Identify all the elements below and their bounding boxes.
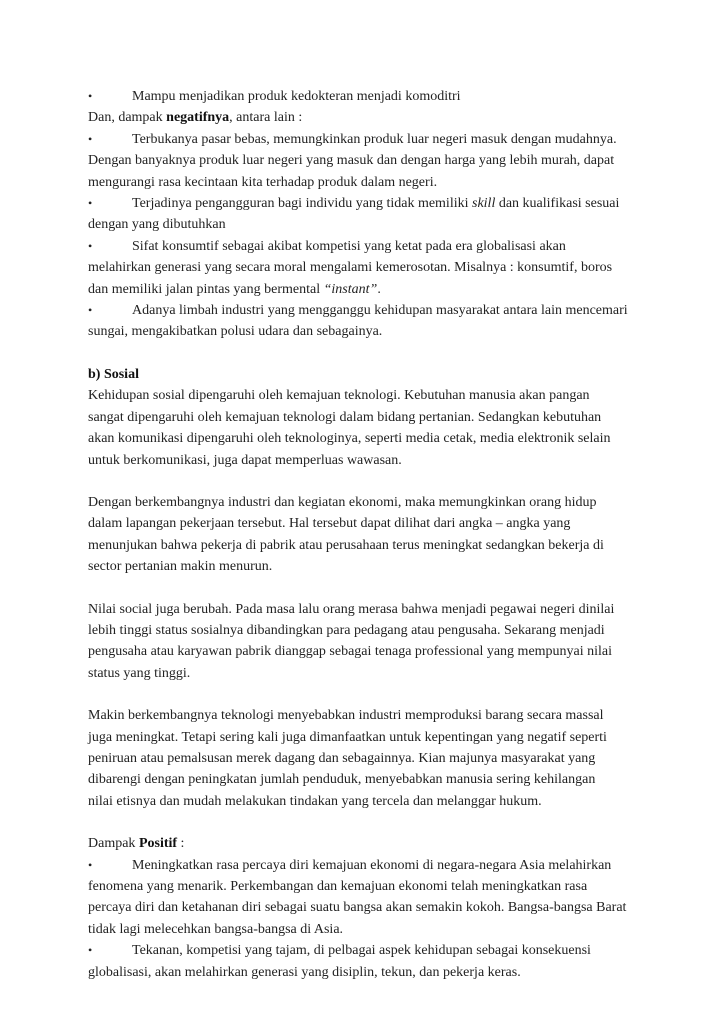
paragraph-1 xyxy=(88,385,648,471)
paragraph-3 xyxy=(88,599,648,685)
paragraph-2 xyxy=(88,492,648,578)
text-line: status yang tinggi. xyxy=(88,665,191,681)
negative-item-4 xyxy=(88,300,648,343)
italic-term: skill xyxy=(472,196,496,212)
italic-term: “instant” xyxy=(323,281,378,297)
bullet-icon: • xyxy=(88,238,93,253)
intro-text: Dan, dampak xyxy=(88,110,167,126)
text-line: tidak lagi melecehkan bangsa-bangsa di Asia. xyxy=(88,921,344,937)
spacer xyxy=(88,684,648,705)
bullet-text: Meningkatkan rasa percaya diri kemajuan ekonomi di negara-negara Asia melahirkan xyxy=(132,857,612,873)
text-line: Kehidupan sosial dipengaruhi oleh kemajuan teknologi. Kebutuhan manusia akan pangan xyxy=(88,388,590,404)
intro-text: : xyxy=(177,836,185,852)
intro-text: , antara lain : xyxy=(229,110,303,126)
negative-item-1 xyxy=(88,129,648,193)
spacer xyxy=(88,343,648,364)
text-line: menunjukan bahwa pekerja di pabrik atau perusahaan terus meningkat sedangkan bekerja di xyxy=(88,537,604,553)
negative-item-3 xyxy=(88,236,648,300)
spacer xyxy=(88,812,648,833)
negative-intro xyxy=(88,107,648,128)
bullet-icon: • xyxy=(88,131,93,146)
bullet-text: Terjadinya pengangguran bagi individu yang tidak memiliki xyxy=(132,196,472,212)
spacer xyxy=(88,471,648,492)
bullet-text: Sifat konsumtif sebagai akibat kompetisi yang ketat pada era globalisasi akan xyxy=(132,238,566,254)
text-line: Nilai social juga berubah. Pada masa lalu orang merasa bahwa menjadi pegawai negeri dinilai xyxy=(88,601,615,617)
bullet-icon: • xyxy=(88,303,93,318)
bullet-icon: • xyxy=(88,943,93,958)
positive-item-2 xyxy=(88,940,648,983)
paragraph-4 xyxy=(88,705,648,812)
text-line: untuk berkomunikasi, juga dapat memperluas wawasan. xyxy=(88,452,402,468)
bullet-text: Mampu menjadikan produk kedokteran menjadi komoditri xyxy=(132,89,461,104)
text-segment: . xyxy=(377,281,381,297)
text-line: Dengan berkembangnya industri dan kegiatan ekonomi, maka memungkinkan orang hidup xyxy=(88,494,597,510)
text-line: lebih tinggi status sosialnya dibandingkan para pedagang atau pengusaha. Sekarang menjadi xyxy=(88,622,605,638)
text-line: Dengan banyaknya produk luar negeri yang masuk dan dengan harga yang lebih murah, dapat xyxy=(88,153,615,169)
positive-keyword: Positif xyxy=(138,836,178,852)
text-line: sangat dipengaruhi oleh kemajuan teknologi dalam bidang pertanian. Sedangkan kebutuhan xyxy=(88,409,602,425)
text-line: dalam lapangan pekerjaan tersebut. Hal tersebut dapat dilihat dari angka – angka yang xyxy=(88,516,571,532)
text-line: dengan yang dibutuhkan xyxy=(88,217,226,233)
text-line: melahirkan generasi yang secara moral mengalami kemerosotan. Misalnya : konsumtif, boros xyxy=(88,260,613,276)
text-line: Makin berkembangnya teknologi menyebabkan industri memproduksi barang secara massal xyxy=(88,708,604,724)
text-line: sector pertanian makin menurun. xyxy=(88,559,273,575)
section-heading: b) Sosial xyxy=(88,366,139,382)
text-line: peniruan atau pemalsusan merek dagang dan sebagainnya. Kian majunya masyarakat yang xyxy=(88,750,596,766)
text-line: sungai, mengakibatkan polusi udara dan sebagainya. xyxy=(88,324,383,340)
text-line: nilai etisnya dan mudah melakukan tindakan yang tercela dan melanggar hukum. xyxy=(88,793,542,809)
text-line: akan komunikasi dipengaruhi oleh teknologinya, seperti media cetak, media elektronik selain xyxy=(88,431,611,447)
text-line xyxy=(88,279,648,300)
positive-intro xyxy=(88,833,648,854)
negative-keyword: negatifnya xyxy=(166,110,230,126)
bullet-icon: • xyxy=(88,196,93,211)
bullet-text: Terbukanya pasar bebas, memungkinkan produk luar negeri masuk dengan mudahnya. xyxy=(132,131,617,147)
text-line: fenomena yang menarik. Perkembangan dan kemajuan ekonomi telah meningkatkan rasa xyxy=(88,879,588,894)
bullet-icon: • xyxy=(88,857,93,872)
bullet-text: Adanya limbah industri yang mengganggu kehidupan masyarakat antara lain mencemari xyxy=(132,303,628,319)
text-line: globalisasi, akan melahirkan generasi yang disiplin, tekun, dan pekerja keras. xyxy=(88,964,521,980)
text-line: percaya diri dan ketahanan diri sebagai suatu bangsa akan semakin kokoh. Bangsa-bangsa Barat xyxy=(88,900,627,916)
positive-item-1 xyxy=(88,855,648,941)
bullet-item-top xyxy=(88,86,648,107)
document-page xyxy=(88,86,648,983)
text-line: juga meningkat. Tetapi sering kali juga dimanfaatkan untuk kepentingan yang negatif seperti xyxy=(88,729,607,745)
negative-item-2 xyxy=(88,193,648,236)
text-line: dibarengi dengan peningkatan jumlah penduduk, menyebabkan manusia sering kehilangan xyxy=(88,772,596,788)
bullet-text: Tekanan, kompetisi yang tajam, di pelbagai aspek kehidupan sebagai konsekuensi xyxy=(132,943,591,959)
bullet-text: dan kualifikasi sesuai xyxy=(495,196,620,212)
bullet-icon: • xyxy=(88,89,93,103)
spacer xyxy=(88,578,648,599)
intro-text: Dampak xyxy=(88,836,139,852)
text-line: mengurangi rasa kecintaan kita terhadap produk dalam negeri. xyxy=(88,174,438,190)
text-segment: dan memiliki jalan pintas yang bermental xyxy=(88,281,324,297)
text-line: pengusaha atau karyawan pabrik dianggap sebagai tenaga professional yang mempunyai nilai xyxy=(88,644,613,660)
